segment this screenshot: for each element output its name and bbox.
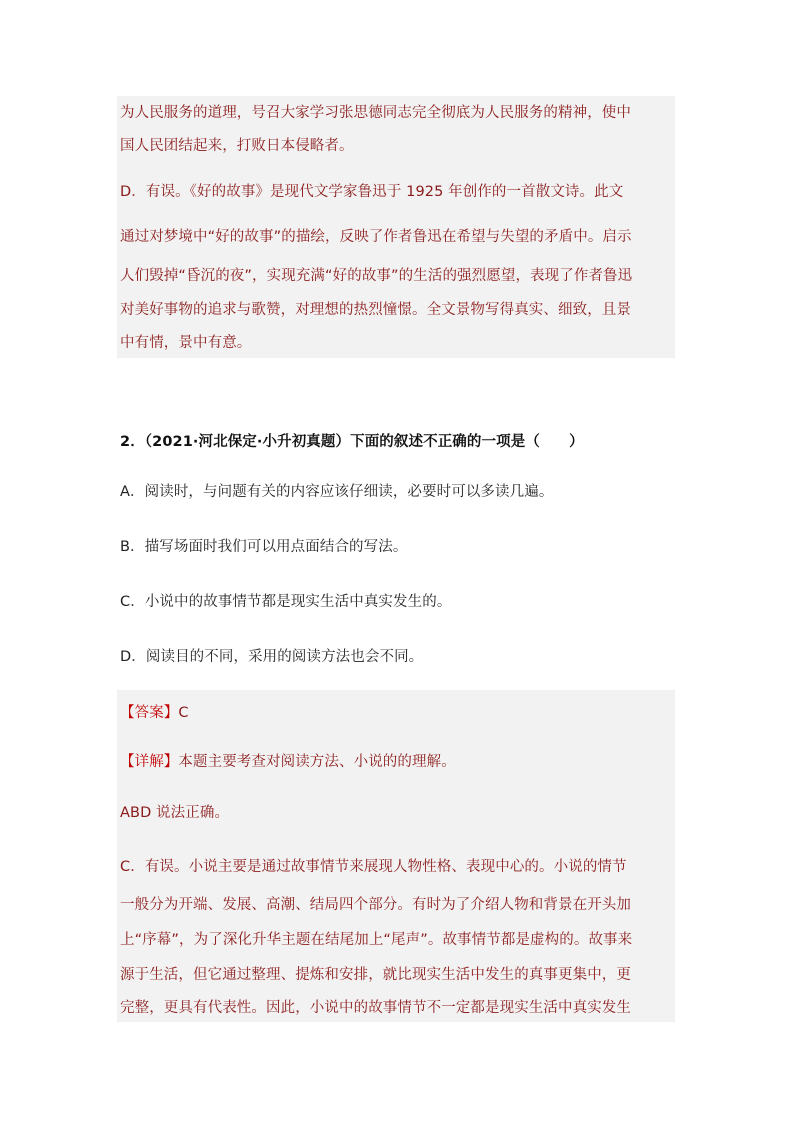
- option-d: D．阅读目的不同，采用的阅读方法也会不同。: [120, 649, 424, 665]
- answer-tag: 【答案】: [120, 705, 179, 721]
- explanation-line: 人们毁掉“昏沉的夜”，实现充满“好的故事”的生活的强烈愿望，表现了作者鲁迅: [120, 268, 633, 284]
- detail-text: 本题主要考查对阅读方法、小说的的理解。: [178, 754, 456, 770]
- explanation-line: 国人民团结起来，打败日本侵略者。: [120, 138, 354, 154]
- explanation-line: 完整，更具有代表性。因此，小说中的故事情节不一定都是现实生活中真实发生: [120, 1000, 631, 1016]
- detail-tag: 【详解】: [120, 754, 179, 770]
- question-stem: 2．（2021·河北保定·小升初真题）下面的叙述不正确的一项是（ ）: [120, 434, 584, 450]
- explanation-line: 通过对梦境中“好的故事”的描绘，反映了作者鲁迅在希望与失望的矛盾中。启示: [120, 229, 632, 245]
- explanation-line: 上“序幕”，为了深化升华主题在结尾加上“尾声”。故事情节都是虚构的。故事来: [120, 932, 633, 948]
- explanation-line: 一般分为开端、发展、高潮、结局四个部分。有时为了介绍人物和背景在开头加: [120, 897, 631, 913]
- explanation-line: D．有误。《好的故事》是现代文学家鲁迅于 1925 年创作的一首散文诗。此文: [120, 184, 624, 200]
- explanation-line: ABD 说法正确。: [120, 805, 230, 821]
- option-a: A．阅读时，与问题有关的内容应该仔细读，必要时可以多读几遍。: [120, 484, 554, 500]
- explanation-line: 对美好事物的追求与歌赞，对理想的热烈憧憬。全文景物写得真实、细致，且景: [120, 302, 631, 318]
- answer-line: [120, 703, 676, 723]
- explanation-line: 为人民服务的道理，号召大家学习张思德同志完全彻底为人民服务的精神，使中: [120, 105, 631, 121]
- option-c: C．小说中的故事情节都是现实生活中真实发生的。: [120, 594, 452, 610]
- explanation-line: 源于生活，但它通过整理、提炼和安排，就比现实生活中发生的真事更集中，更: [120, 967, 631, 983]
- option-b: B．描写场面时我们可以用点面结合的写法。: [120, 539, 408, 555]
- answer-value: C: [178, 705, 189, 721]
- explanation-line: C．有误。小说主要是通过故事情节来展现人物性格、表现中心的。小说的情节: [120, 859, 627, 875]
- detail-line: [120, 752, 676, 772]
- explanation-line: 中有情，景中有意。: [120, 335, 252, 351]
